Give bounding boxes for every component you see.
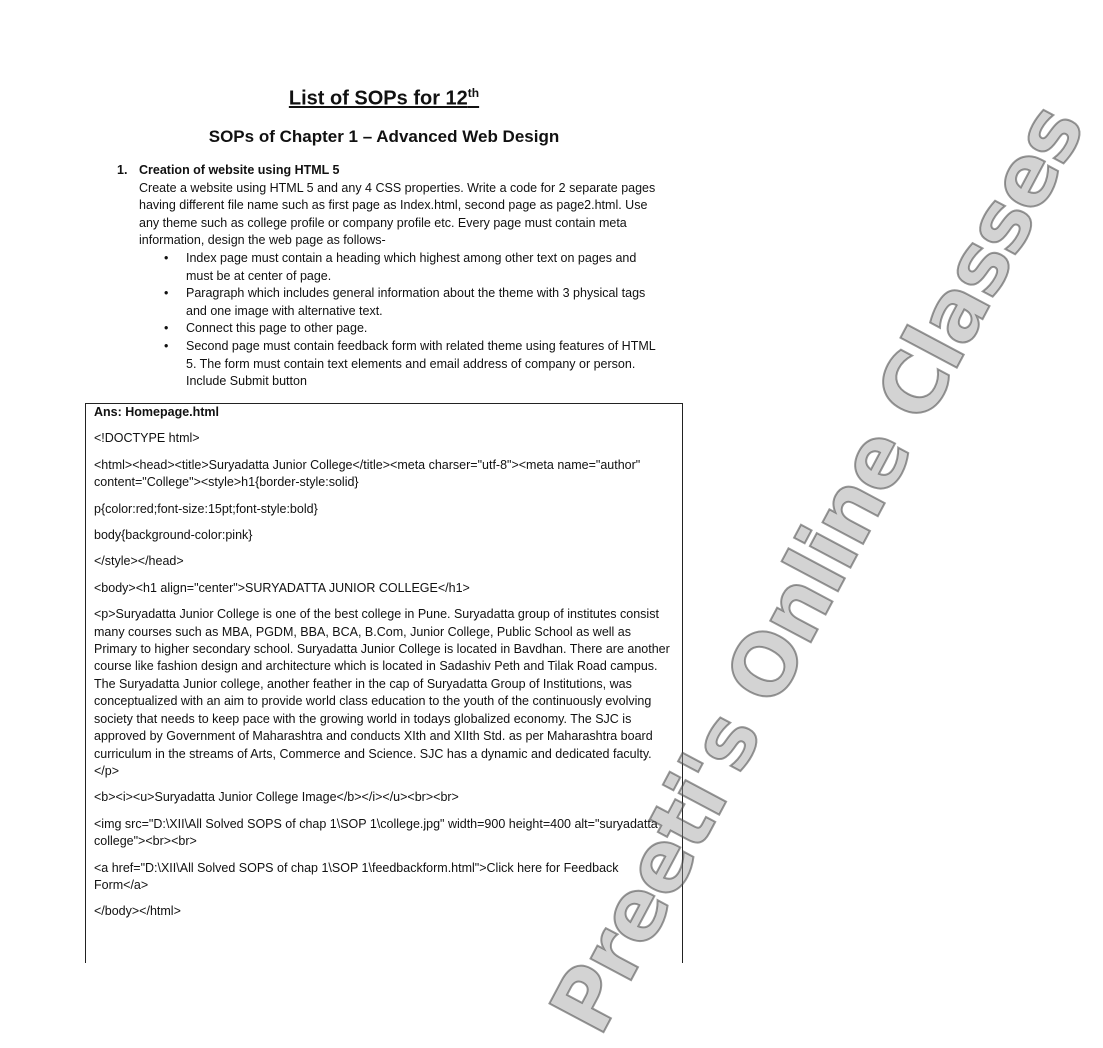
page-title — [0, 86, 768, 111]
sop-heading: Creation of website using HTML 5 — [139, 163, 340, 177]
code-line: body{background-color:pink} — [94, 528, 253, 543]
bullet-icon: • — [164, 321, 169, 336]
answer-title: Ans: Homepage.html — [94, 405, 220, 419]
code-line: <a href="D:\XII\All Solved SOPS of chap 1\SOP 1\feedbackform.html">Click here for Feedback Form</a> — [94, 860, 619, 892]
chapter-subtitle: SOPs of Chapter 1 – Advanced Web Design — [208, 127, 560, 146]
code-line: p{color:red;font-size:15pt;font-style:bold} — [94, 501, 318, 516]
bullet-icon: • — [164, 250, 169, 265]
code-line: <body><h1 align="center">SURYADATTA JUNIOR COLLEGE</h1> — [94, 580, 470, 595]
list-item-text: Connect this page to other page. — [186, 321, 368, 336]
list-item-text: Paragraph which includes general information about the theme with 3 physical tags and one image with alternative text. — [186, 286, 646, 318]
bullet-icon: • — [164, 286, 169, 301]
list-item — [164, 338, 662, 391]
list-item-text: Second page must contain feedback form with related theme using features of HTML 5. The form must contain text elements and email address of company or person. Include Submit button — [186, 338, 656, 389]
watermark: Preeti's Online Classes — [530, 89, 1103, 1048]
sop-description: Create a website using HTML 5 and any 4 CSS properties. Write a code for 2 separate pages having different file name such as first page as Index.html, second page as page2.html. Use any theme such as college profile or company profile etc. Every page must contain meta information, design the web page as follows- — [139, 180, 656, 248]
page-title-text: List of SOPs for 12 — [288, 87, 468, 110]
list-item-text: Index page must contain a heading which highest among other text on pages and must be at center of page. — [186, 250, 637, 283]
page-title-superscript: th — [467, 86, 480, 100]
code-line: </body></html> — [94, 904, 181, 919]
code-line: <b><i><u>Suryadatta Junior College Image</b></i></u><br><br> — [94, 790, 459, 805]
code-line: <html><head><title>Suryadatta Junior College</title><meta charser="utf-8"><meta name="author" content="College"><style>h1{border-style:solid} — [94, 457, 641, 490]
bullet-icon: • — [164, 338, 169, 353]
answer-code-box — [85, 403, 683, 963]
requirements-list — [117, 250, 662, 391]
code-line: </style></head> — [94, 554, 184, 569]
code-line: <img src="D:\XII\All Solved SOPS of chap 1\SOP 1\college.jpg" width=900 height=400 alt="suryadatta college"><br><br> — [94, 816, 658, 849]
sop-number: 1. — [117, 163, 128, 177]
list-item — [164, 320, 662, 338]
list-item — [164, 250, 662, 285]
sop-1-section — [117, 162, 662, 391]
code-line: <!DOCTYPE html> — [94, 431, 200, 446]
list-item — [164, 285, 662, 320]
code-line: <p>Suryadatta Junior College is one of the best college in Pune. Suryadatta group of institutes consist many courses such as MBA, PGDM, BBA, BCA, B.Com, Junior College, Public School as well as Primary to higher secondary school. Suryadatta Junior College is located in Bavdhan. There are another course like fashion design and architecture which is located in Sadashiv Peth and Tilak Road campus. The Suryadatta Junior college, another feather in the cap of Suryadatta Group of Institutions, was conceptualized with an aim to provide world class education to the youth of the continuously evolving society that needs to keep pace with the growing world in todays globalized economy. The SJC is approved by Government of Maharashtra and conducts XIth and XIIth Std. as per Maharashtra board curriculum in the streams of Arts, Commerce and Science. SJC has a dynamic and dedicated faculty.</p> — [94, 607, 670, 778]
